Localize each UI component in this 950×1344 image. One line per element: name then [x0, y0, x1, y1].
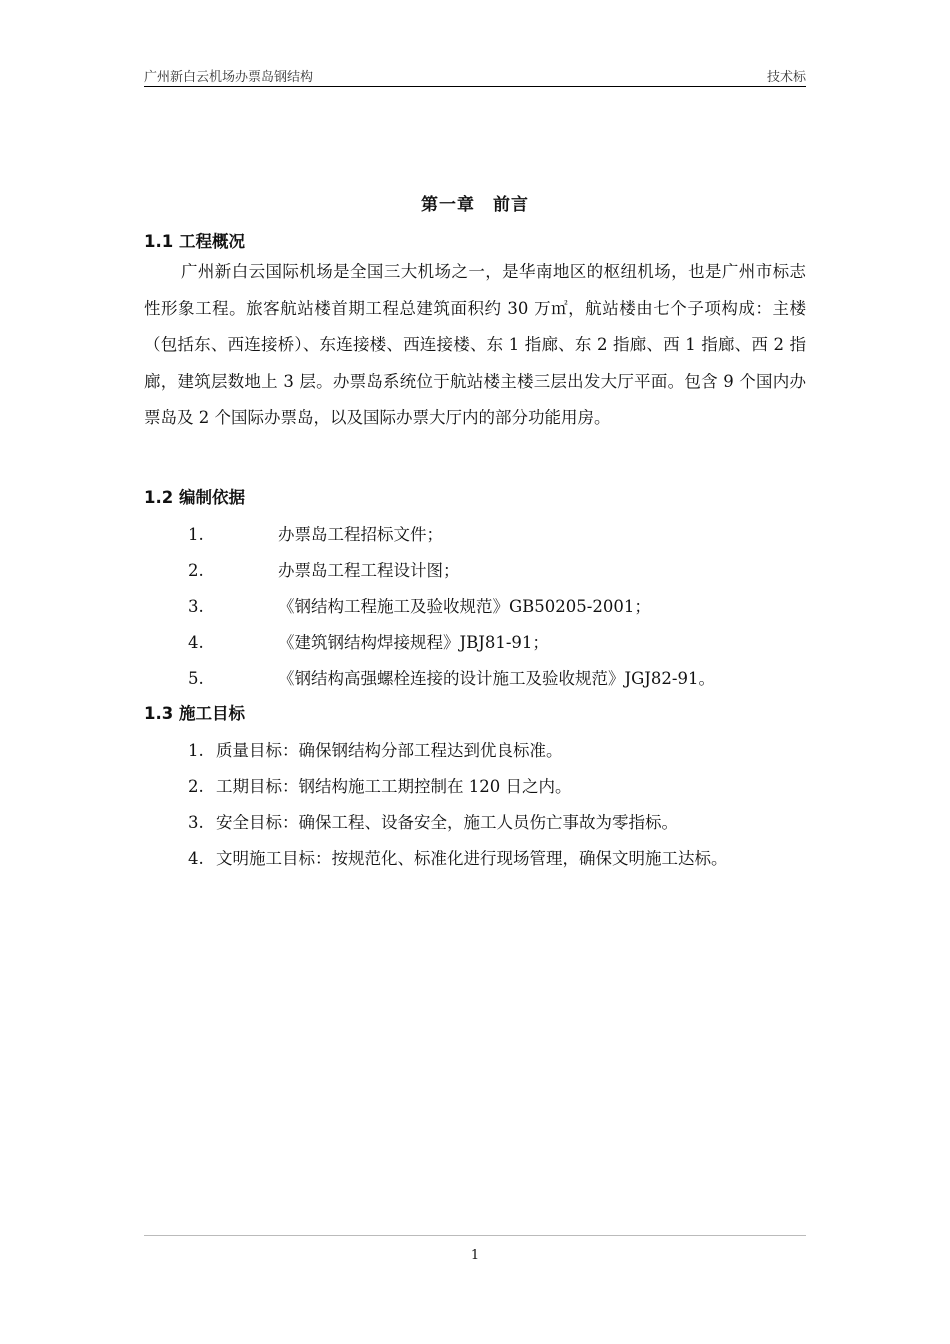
basis-item-text: 《钢结构工程施工及验收规范》GB50205-2001； [278, 597, 651, 616]
basis-item-number: 3. [188, 597, 204, 616]
basis-item-text: 《钢结构高强螺栓连接的设计施工及验收规范》JGJ82-91。 [278, 669, 715, 688]
basis-item-number: 4. [188, 633, 204, 652]
goal-item [188, 773, 571, 797]
goal-item [188, 809, 678, 833]
goal-item-text: 工期目标：钢结构施工工期控制在 120 日之内。 [216, 777, 572, 796]
page-header [144, 66, 806, 87]
basis-item [188, 665, 715, 689]
goal-item-number: 2. [188, 777, 204, 796]
overview-paragraph: 广州新白云国际机场是全国三大机场之一，是华南地区的枢纽机场，也是广州市标志性形象工程。旅客航站楼首期工程总建筑面积约 30 万㎡，航站楼由七个子项构成：主楼（包括东、西连接桥）、东连接楼、西连接楼、东 1 指廊、东 2 指廊、西 1 指廊、西 2 指廊，建筑层数地上 3 层。办票岛系统位于航站楼主楼三层出发大厅平面。包含 9 个国内办票岛及 2 个国际办票岛，以及国际办票大厅内的部分功能用房。 [144, 262, 806, 427]
basis-item [188, 521, 443, 545]
basis-item-text: 《建筑钢结构焊接规程》JBJ81-91； [278, 633, 549, 652]
goal-item-number: 1. [188, 741, 204, 760]
goal-item-number: 4. [188, 849, 204, 868]
section-heading-overview: 1.1 工程概况 [144, 232, 245, 251]
footer-divider [144, 1235, 806, 1236]
basis-item-number: 1. [188, 525, 204, 544]
header-doc-type: 技术标 [766, 70, 806, 85]
basis-item [188, 557, 460, 581]
goal-item-text: 文明施工目标：按规范化、标准化进行现场管理，确保文明施工达标。 [216, 849, 728, 868]
basis-item-text: 办票岛工程招标文件； [278, 525, 443, 544]
header-project-name: 广州新白云机场办票岛钢结构 [144, 70, 314, 85]
goal-item [188, 737, 563, 761]
basis-item [188, 629, 549, 653]
goal-item-text: 质量目标：确保钢结构分部工程达到优良标准。 [216, 741, 563, 760]
basis-item-text: 办票岛工程工程设计图； [278, 561, 460, 580]
chapter-title: 第一章 前言 [421, 195, 529, 215]
goal-item-text: 安全目标：确保工程、设备安全，施工人员伤亡事故为零指标。 [216, 813, 678, 832]
section-heading-basis: 1.2 编制依据 [144, 488, 245, 507]
goal-item-number: 3. [188, 813, 204, 832]
goal-item [188, 845, 728, 869]
section-heading-goals: 1.3 施工目标 [144, 704, 245, 723]
basis-item-number: 2. [188, 561, 204, 580]
basis-item [188, 593, 651, 617]
basis-item-number: 5. [188, 669, 204, 688]
page-number: 1 [470, 1248, 480, 1263]
